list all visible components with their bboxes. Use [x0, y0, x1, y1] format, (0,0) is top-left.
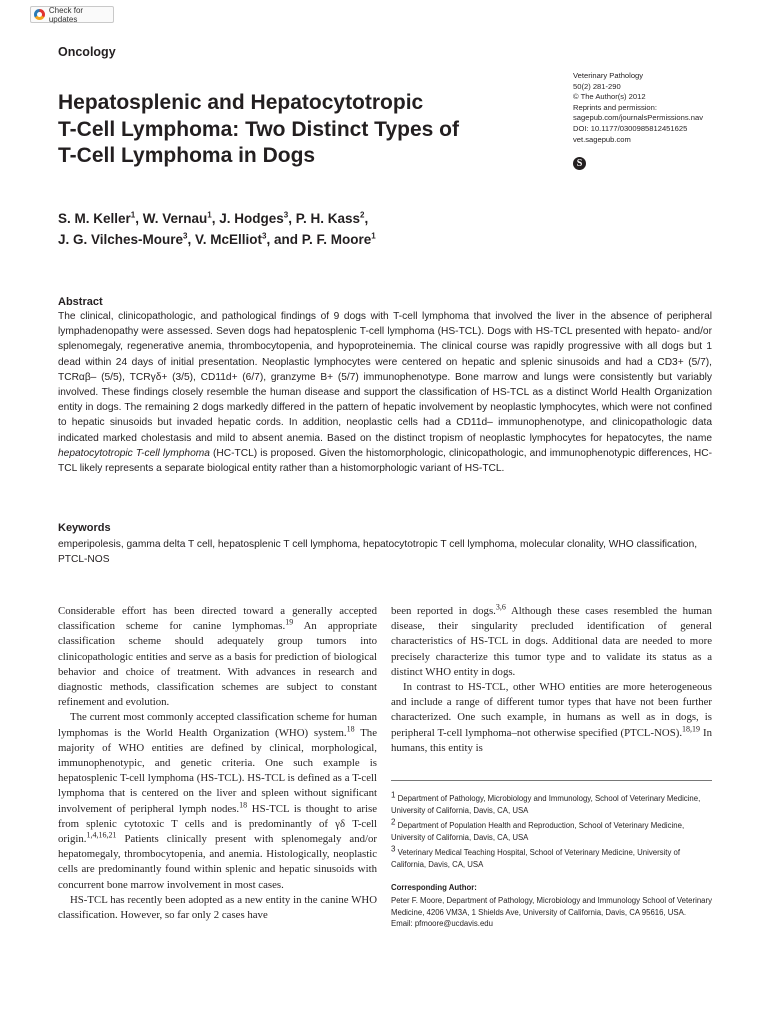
abstract-text-part: (HC-TCL) is proposed. Given the histomorphologic, clinicopathologic, and immunophenotypic differences, HC-TCL likely represents a separate biological entity rather than a histomorphologic variant of HS-TCL.: [58, 447, 712, 475]
citation-mark: 18: [239, 800, 248, 810]
author-name: W. Vernau: [142, 211, 208, 226]
keywords-text: emperipolesis, gamma delta T cell, hepatosplenic T cell lymphoma, hepatocytotropic T cell lymphoma, molecular clonality, WHO classification, PTCL-NOS: [58, 539, 698, 566]
corresponding-address: Peter F. Moore, Department of Pathology, Microbiology and Immunology School of Veterinary Medicine, 4206 VM3A, 1 Shields Ave, University of California, Davis, CA 95616, USA.: [391, 896, 712, 917]
body-paragraph: [391, 604, 712, 680]
author-name: V. McElliot: [195, 232, 263, 247]
citation-mark: 18,19: [682, 724, 701, 734]
body-text: Patients clinically present with splenomegaly and/or hepatomegaly, thrombocytopenia, and anemia. Histologically, neoplastic cells are predominantly found within splenic and hepatic sinusoids with concurrent bone marrow involvement in most cases.: [58, 833, 377, 891]
author-affiliation-mark: 3: [262, 231, 267, 241]
author-name: P. H. Kass: [295, 211, 361, 226]
affiliation-text: Department of Pathology, Microbiology and Immunology, School of Veterinary Medicine, University of California, Davis, CA, USA: [391, 794, 701, 815]
affiliation-mark: 2: [391, 817, 396, 827]
title-line: T-Cell Lymphoma in Dogs: [58, 144, 316, 167]
permissions-link[interactable]: sagepub.com/journalsPermissions.nav: [573, 113, 704, 123]
doi-link[interactable]: DOI: 10.1177/0300985812451625: [573, 123, 688, 133]
abstract-heading: Abstract: [58, 296, 103, 308]
journal-volume: 50(2) 281-290: [573, 81, 621, 91]
body-column-right: [391, 604, 712, 756]
citation-mark: 3,6: [495, 602, 506, 612]
body-text: been reported in dogs.: [391, 605, 496, 617]
affiliation-item: [391, 817, 712, 843]
affiliation-mark: 1: [391, 790, 396, 800]
citation-mark: 18: [346, 724, 355, 734]
article-title: [58, 90, 528, 170]
abstract-italic-term: hepatocytotropic T-cell lymphoma: [58, 447, 210, 459]
author-name: P. F. Moore: [301, 232, 372, 247]
affiliations: [391, 790, 712, 874]
journal-copyright: © The Author(s) 2012: [573, 92, 646, 102]
body-text: HS-TCL is thought to arise from splenic cytotoxic T cells and is predominantly of γδ T-cell origin.: [58, 802, 378, 846]
journal-info: [573, 71, 743, 145]
title-line: Hepatosplenic and Hepatocytotropic: [58, 91, 424, 114]
journal-name: Veterinary Pathology: [573, 71, 644, 80]
body-text: The majority of WHO entities are defined by clinical, morphological, immunophenotypic, and genetic criteria. One such example is hepatosplenic T-cell lymphoma (HS-TCL). HS-TCL is defined as a T-cell lymphoma that is centered on the liver and spleen without significant involvement of peripheral lymph nodes.: [58, 726, 377, 815]
author-affiliation-mark: 2: [360, 210, 365, 220]
affiliation-item: [391, 844, 712, 870]
corresponding-email[interactable]: Email: pfmoore@ucdavis.edu: [391, 919, 493, 928]
keywords-heading: Keywords: [58, 522, 111, 534]
title-line: T-Cell Lymphoma: Two Distinct Types of: [58, 117, 459, 141]
check-for-updates-badge[interactable]: [30, 6, 114, 23]
body-text: In humans, this entity is: [391, 726, 712, 754]
body-paragraph: [391, 680, 712, 756]
body-column-left: [58, 604, 377, 923]
affiliation-text: Department of Population Health and Reproduction, School of Veterinary Medicine, University of California, Davis, CA, USA: [391, 821, 685, 842]
abstract-text: [58, 309, 712, 476]
sage-logo-icon: S: [573, 157, 586, 170]
author-line: S. M. Keller$^1$, W. Vernau$^1$, J. Hodges$^3$, P. H. Kass$^2$,: [58, 210, 369, 226]
author-affiliation-mark: 1: [130, 210, 136, 220]
check-for-updates-label: Check for updates: [48, 5, 84, 24]
body-text: Although these cases resembled the human disease, their singularity precluded identification of general characteristics of HS-TCL in dogs. Additional data are needed to more precisely characterize this tumor type and to validate its status as a distinct WHO entity in dogs.: [391, 605, 713, 678]
author-affiliation-mark: 1: [371, 231, 376, 241]
footnote-divider: [391, 780, 712, 781]
corresponding-author: [391, 895, 712, 930]
affiliation-text: Veterinary Medical Teaching Hospital, School of Veterinary Medicine, University of California, Davis, CA, USA: [391, 848, 681, 869]
author-name: S. M. Keller: [58, 211, 131, 226]
author-list: [58, 208, 538, 250]
citation-mark: 19: [285, 617, 294, 627]
citation-mark: 1,4,16,21: [86, 830, 117, 840]
body-text: In contrast to HS-TCL, other WHO entities are more heterogeneous and include a range of different tumor types that have not been further characterized. One such example, in humans as well as in dogs, is peripheral T-cell lymphoma–not otherwise specified (PTCL-NOS).: [391, 681, 712, 739]
body-paragraph: HS-TCL has recently been adopted as a new entity in the canine WHO classification. However, so far only 2 cases have: [58, 893, 377, 922]
affiliation-item: [391, 790, 712, 816]
corresponding-author-heading: Corresponding Author:: [391, 883, 477, 892]
author-line: J. G. Vilches-Moure$^3$, V. McElliot$^3$, and P. F. Moore$^1$: [58, 231, 376, 247]
author-affiliation-mark: 1: [207, 210, 212, 220]
author-affiliation-mark: 3: [283, 210, 289, 220]
check-for-updates-icon: [34, 9, 45, 20]
abstract-text-part: The clinical, clinicopathologic, and pathological findings of 9 dogs with T-cell lymphoma that involved the liver in the absence of peripheral lymphadenopathy were assessed. Seven dogs had hepatosplenic T-cell lymphoma (HS-TCL). Dogs with HS-TCL presented with hepato- and/or splenomegaly, regenerative anemia, thrombocytopenia, and hypoproteinemia. The clinical course was rapidly progressive with all dogs but 1 dead within 24 days of initial presentation. Neoplastic lymphocytes were centered on hepatic and splenic sinusoids and had a CD3+ (5/7), TCRαβ– (5/5), TCRγδ+ (3/5), CD11d+ (6/7), granzyme B+ (5/7) immunophenotype. Bone marrow and lungs were consistently but variably involved. These findings closely resemble the human disease and support the classification of HS-TCL as a distinct World Health Organization entity in dogs. The remaining 2 dogs markedly differed in the pattern of hepatic involvement by neoplastic lymphocytes, which were not confined to hepatic sinusoids but invaded hepatic cords. In addition, neoplastic cells had a CD11d– immunophenotype, and clinicopathologic data indicated marked cholestasis and mild to absent anemia. Based on the distinct tropism of neoplastic lymphocytes for hepatocytes, the name: [58, 311, 712, 444]
affiliation-mark: 3: [391, 844, 396, 854]
body-paragraph: [58, 604, 377, 710]
body-text: An appropriate classification scheme should adequately group tumors into clinicopathologic entities and serve as a basis for prediction of biological behavior and choice of treatment. With advances in research and diagnostic methods, classification schemes are subject to constant refinement and evolution.: [58, 620, 377, 709]
journal-reprints: Reprints and permission:: [573, 102, 657, 112]
section-label: Oncology: [58, 45, 116, 59]
author-name: J. Hodges: [219, 211, 284, 226]
author-name: J. G. Vilches-Moure: [58, 232, 184, 247]
body-text: The current most commonly accepted classification scheme for human lymphomas is the World Health Organization (WHO) system.: [58, 711, 377, 739]
author-affiliation-mark: 3: [183, 231, 188, 241]
journal-site-link[interactable]: vet.sagepub.com: [573, 134, 631, 144]
body-text: Considerable effort has been directed toward a generally accepted classification scheme for canine lymphomas.: [58, 605, 377, 633]
body-paragraph: [58, 710, 377, 892]
